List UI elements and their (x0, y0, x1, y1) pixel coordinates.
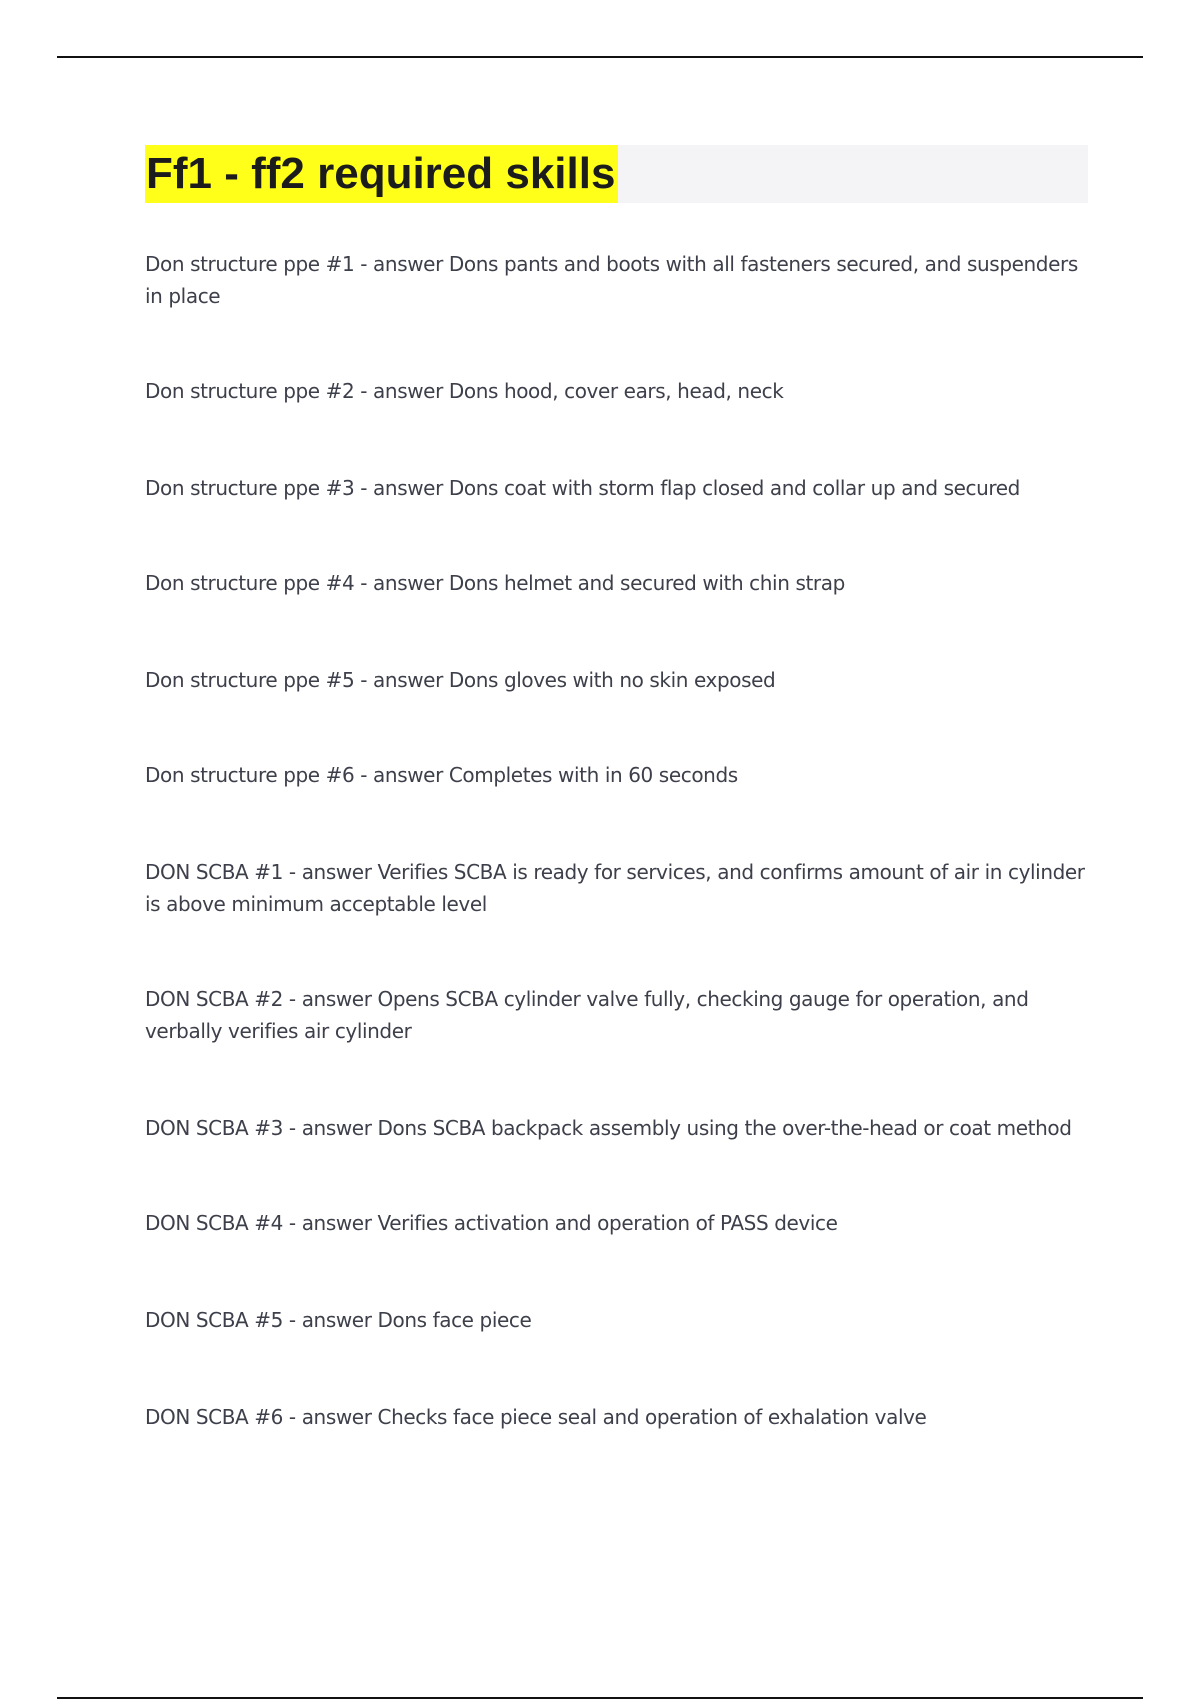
qa-separator: - answer (354, 668, 449, 692)
qa-answer: Dons hood, cover ears, head, neck (448, 379, 784, 403)
qa-term: Don structure ppe #2 (145, 379, 355, 403)
document-title: Ff1 - ff2 required skills (145, 145, 618, 203)
qa-term: DON SCBA #2 (145, 987, 283, 1011)
qa-separator: - answer (354, 379, 449, 403)
qa-separator: - answer (282, 1308, 378, 1332)
qa-term: Don structure ppe #5 (145, 668, 355, 692)
qa-item (145, 1401, 1090, 1433)
qa-item (145, 983, 1090, 1047)
qa-item (145, 1207, 1090, 1239)
qa-separator: - answer (282, 1116, 378, 1140)
qa-answer: Completes with in 60 seconds (448, 763, 738, 787)
qa-separator: - answer (282, 1211, 378, 1235)
qa-answer: Opens SCBA cylinder valve fully, checking gauge for operation, and verbally verifies air cylinder (145, 987, 1029, 1043)
qa-term: Don structure ppe #1 (145, 252, 355, 276)
qa-answer: Dons gloves with no skin exposed (448, 668, 776, 692)
qa-answer: Dons coat with storm flap closed and collar up and secured (448, 476, 1020, 500)
qa-item (145, 759, 1090, 791)
qa-term: Don structure ppe #4 (145, 571, 355, 595)
qa-item (145, 1112, 1090, 1144)
qa-answer: Verifies SCBA is ready for services, and confirms amount of air in cylinder is above minimum acceptable level (145, 860, 1085, 916)
qa-term: DON SCBA #1 (145, 860, 283, 884)
footer-rule (57, 1697, 1143, 1699)
qa-separator: - answer (354, 252, 449, 276)
qa-answer: Verifies activation and operation of PASS device (377, 1211, 838, 1235)
qa-item (145, 248, 1090, 312)
qa-item (145, 567, 1090, 599)
qa-answer: Checks face piece seal and operation of exhalation valve (377, 1405, 927, 1429)
qa-item (145, 375, 1090, 407)
qa-separator: - answer (354, 571, 449, 595)
qa-separator: - answer (354, 763, 449, 787)
qa-separator: - answer (354, 476, 449, 500)
qa-item (145, 856, 1090, 920)
qa-item (145, 1304, 1090, 1336)
qa-separator: - answer (282, 1405, 378, 1429)
qa-item (145, 472, 1090, 504)
qa-term: DON SCBA #4 (145, 1211, 283, 1235)
qa-term: DON SCBA #5 (145, 1308, 283, 1332)
qa-term: DON SCBA #3 (145, 1116, 283, 1140)
qa-term: DON SCBA #6 (145, 1405, 283, 1429)
qa-separator: - answer (282, 860, 378, 884)
qa-answer: Dons helmet and secured with chin strap (448, 571, 845, 595)
header-rule (57, 56, 1143, 58)
qa-separator: - answer (282, 987, 378, 1011)
qa-answer: Dons face piece (377, 1308, 532, 1332)
qa-answer: Dons pants and boots with all fasteners secured, and suspenders in place (145, 252, 1078, 308)
qa-answer: Dons SCBA backpack assembly using the over-the-head or coat method (377, 1116, 1072, 1140)
qa-term: Don structure ppe #3 (145, 476, 355, 500)
qa-term: Don structure ppe #6 (145, 763, 355, 787)
qa-item (145, 664, 1090, 696)
